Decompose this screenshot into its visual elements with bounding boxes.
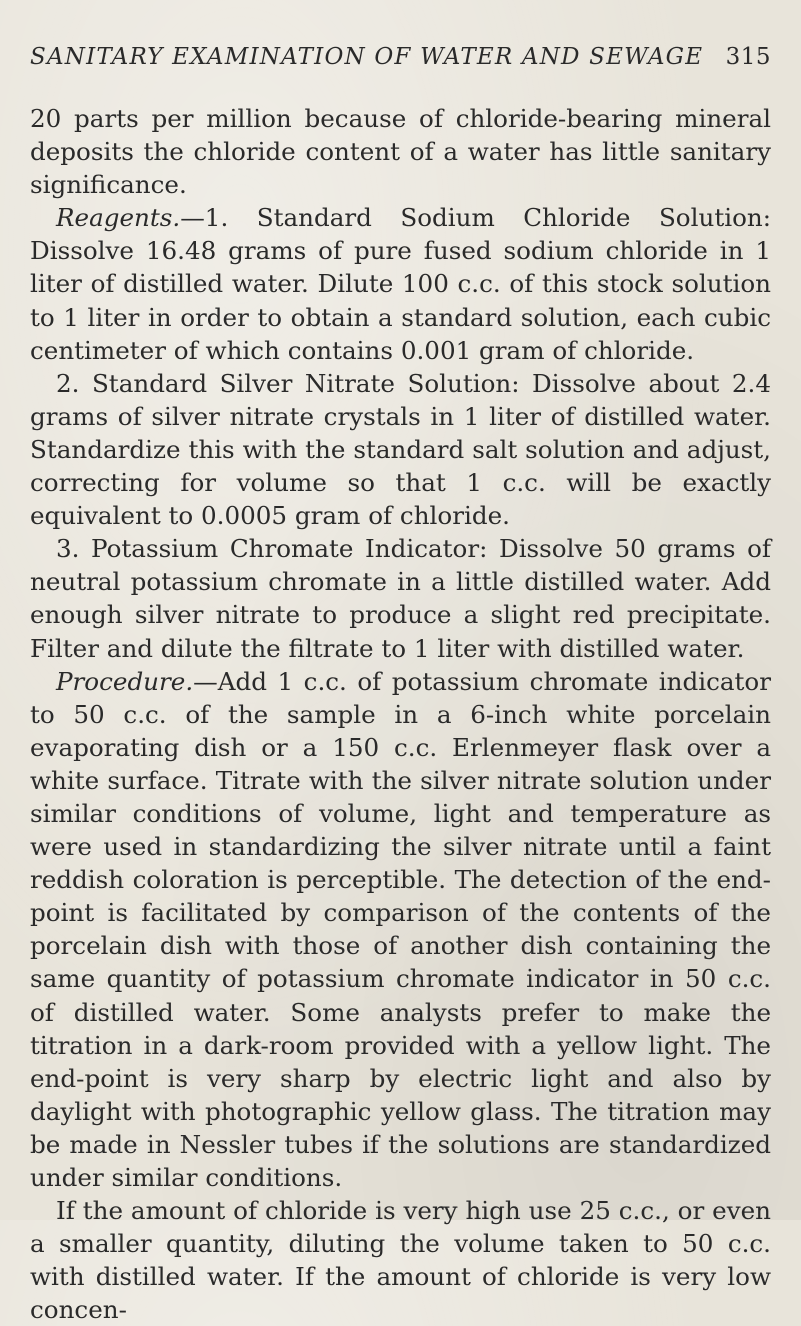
body-text [30, 102, 771, 1326]
running-title: SANITARY EXAMINATION OF WATER AND SEWAGE [30, 44, 704, 70]
paragraph-procedure [30, 665, 771, 1195]
paragraph-continuation: 20 parts per million because of chloride-bearing mineral deposits the chloride content of a water has little sanitary significance. [30, 104, 771, 200]
procedure-text: —Add 1 c.c. of potassium chromate indicator to 50 c.c. of the sample in a 6-inch white porcelain evaporating dish or a 150 c.c. Erlenmeyer flask over a white surface. Titrate with the silver nitrate solution under similar conditions of volume, light and temperature as were used in standardizing the silver nitrate until a faint reddish coloration is perceptible. The detection of the end-point is facilitated by comparison of the contents of the porcelain dish with those of another dish containing the same quantity of potassium chromate indicator in 50 c.c. of distilled water. Some analysts prefer to make the titration in a dark-room provided with a yellow light. The end-point is very sharp by electric light and also by daylight with photographic yellow glass. The titration may be made in Nessler tubes if the solutions are standardized under similar conditions. [30, 666, 771, 1192]
reagents-heading: Reagents. [56, 203, 181, 233]
page-number: 315 [725, 44, 771, 70]
reagents-text: —1. Standard Sodium Chloride Solution: Dissolve 16.48 grams of pure fused sodium chloride in 1 liter of distilled water. Dilute 100 c.c. of this stock solution to 1 liter in order to obtain a standard solution, each cubic centimeter of which contains 0.001 gram of chloride. [30, 203, 771, 365]
paragraph-chromate-indicator: 3. Potassium Chromate Indicator: Dissolve 50 grams of neutral potassium chromate in a little distilled water. Add enough silver nitrate to produce a slight red precipitate. Filter and dilute the filtrate to 1 liter with distilled water. [30, 534, 771, 663]
paragraph-reagents [30, 201, 771, 366]
paragraph-silver-nitrate: 2. Standard Silver Nitrate Solution: Dissolve about 2.4 grams of silver nitrate crystals in 1 liter of distilled water. Standardize this with the standard salt solution and adjust, correcting for volume so that 1 c.c. will be exactly equivalent to 0.0005 gram of chloride. [30, 368, 771, 531]
procedure-heading: Procedure. [56, 666, 194, 696]
running-header [30, 44, 771, 84]
paragraph-high-chloride: If the amount of chloride is very high use 25 c.c., or even a smaller quantity, diluting the volume taken to 50 c.c. with distilled water. If the amount of chloride is very low concen- [30, 1196, 771, 1325]
